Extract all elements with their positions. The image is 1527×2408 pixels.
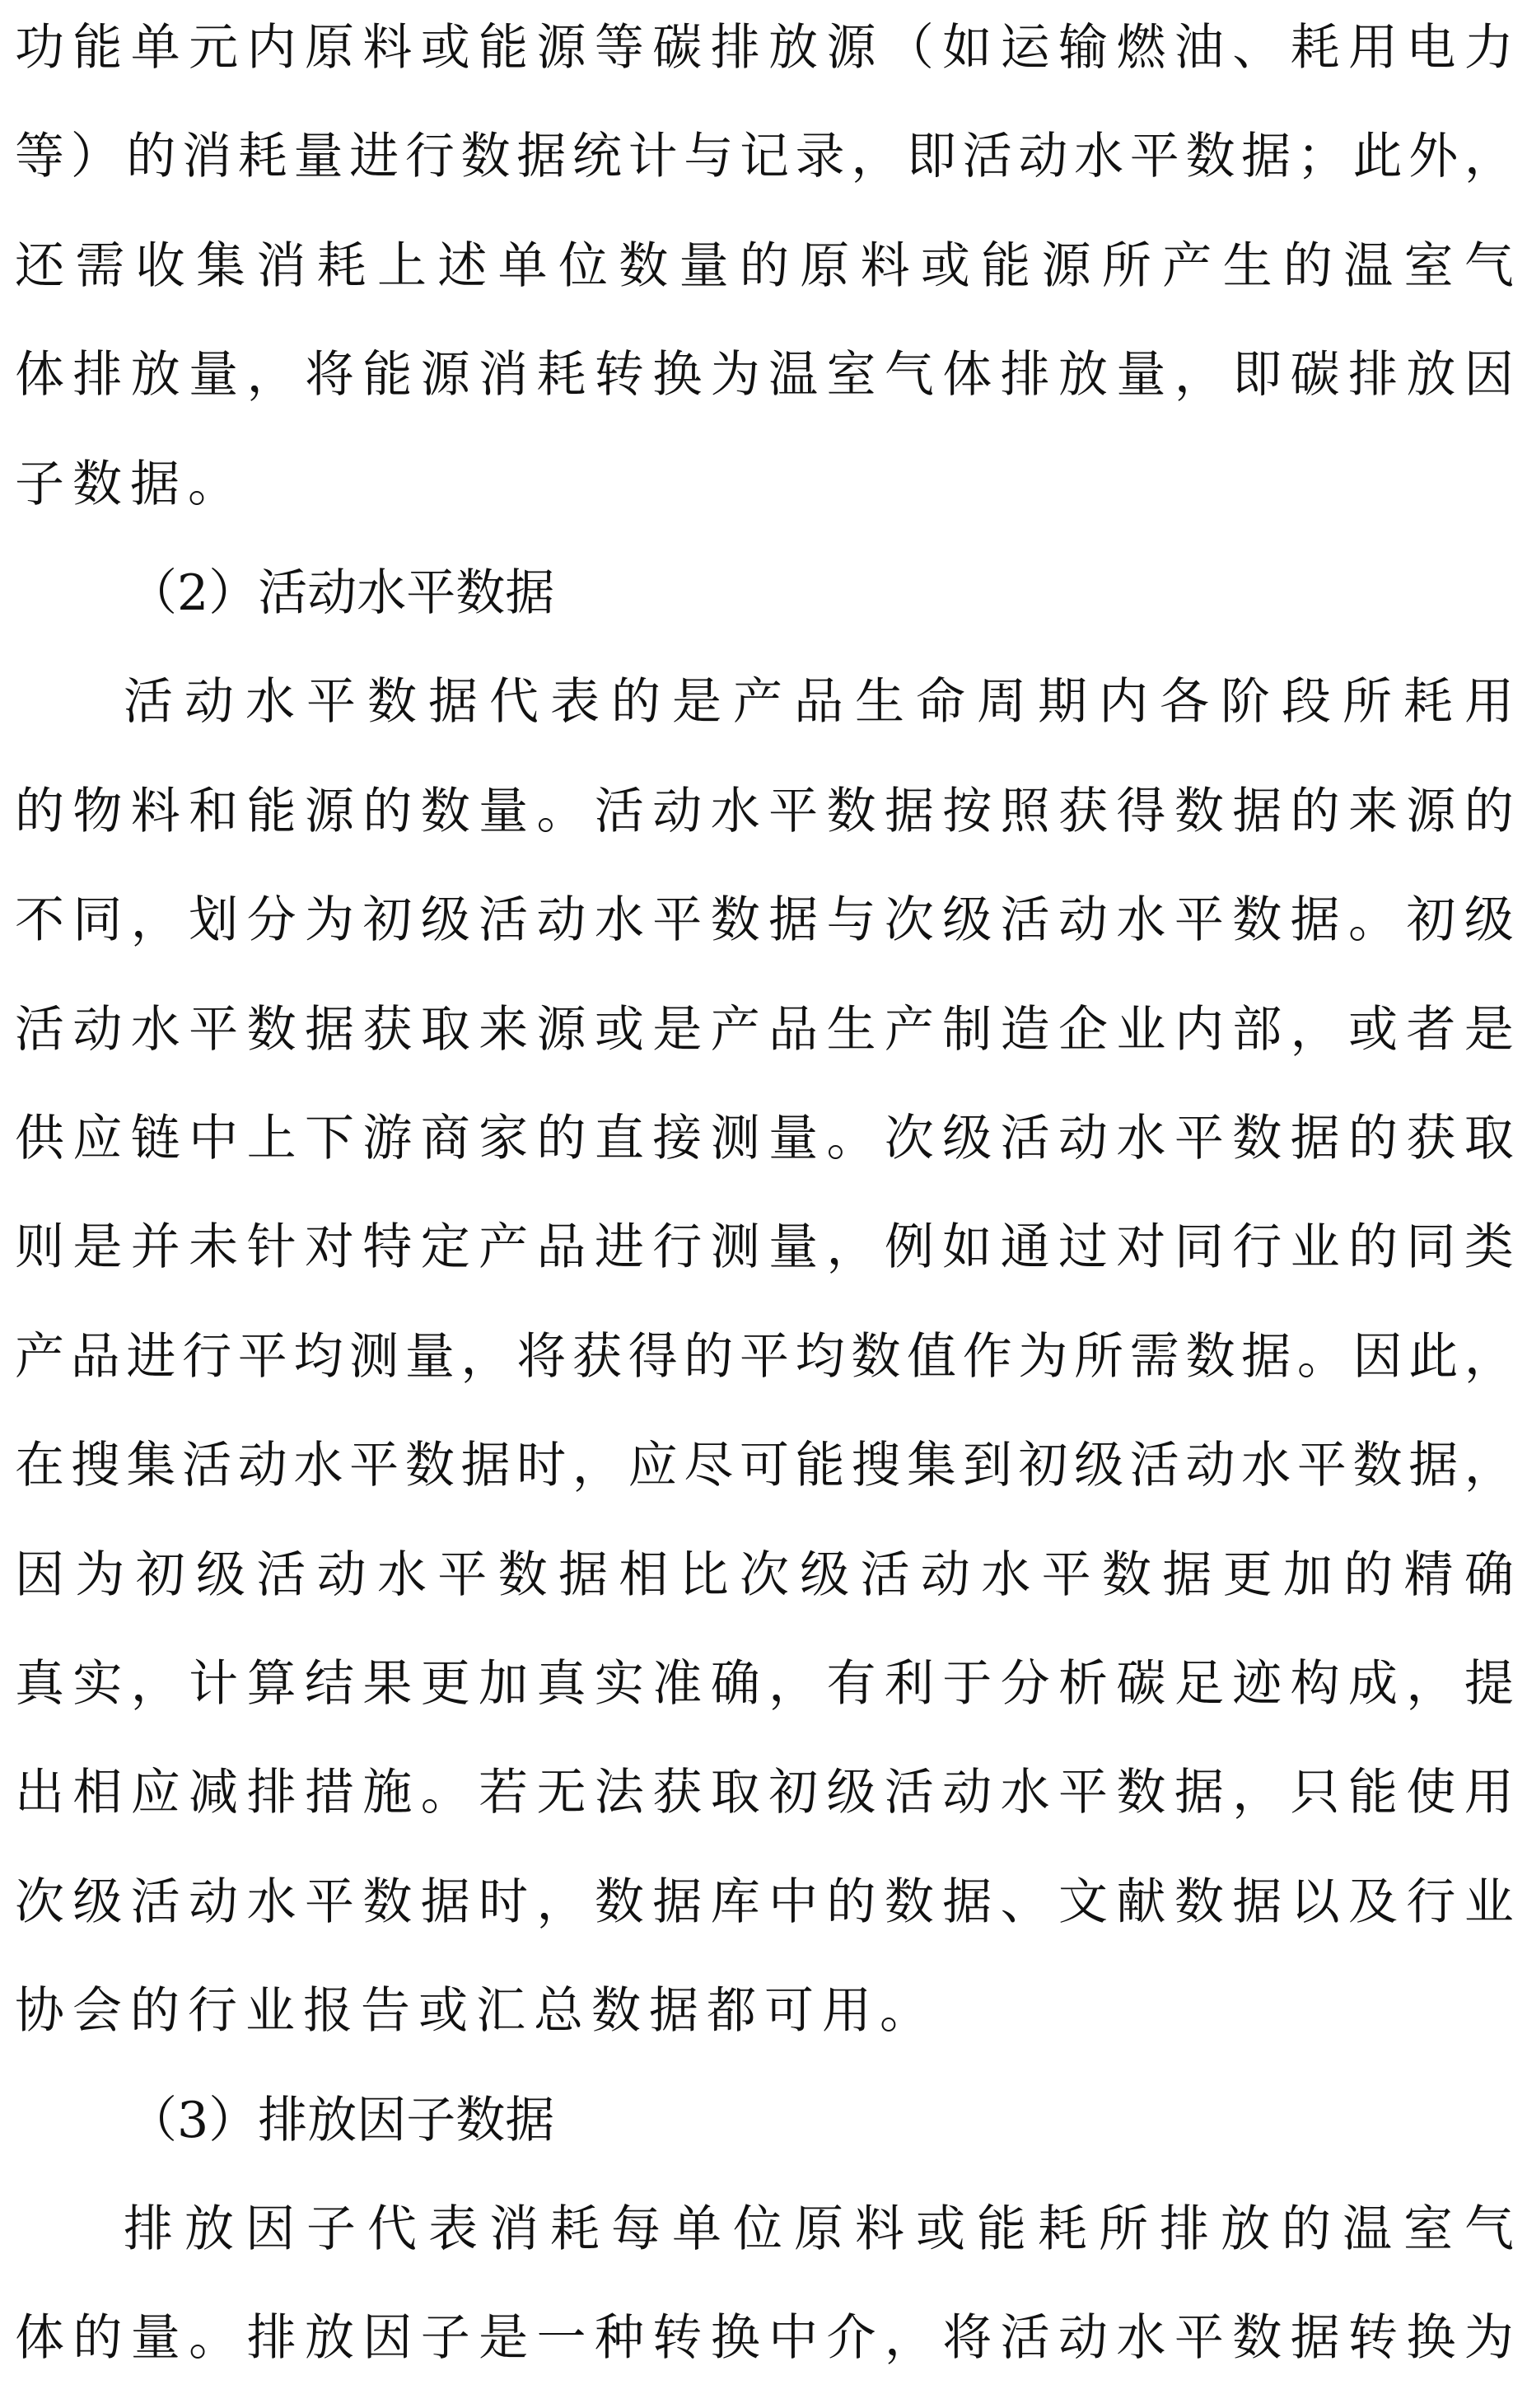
section-heading: （ 3 ） 排 放 因 子 数 据 (128, 2091, 555, 2149)
text-line: 功 能 单 元 内 原 料 或 能 源 等 碳 排 放 源 （ 如 运 输 燃 油 、 耗 用 电 力 (15, 19, 1514, 77)
text-line: 子 数 据 。 (15, 455, 237, 513)
text-line: 供 应 链 中 上 下 游 商 家 的 直 接 测 量 。 次 级 活 动 水 平 数 据 的 获 取 (15, 1110, 1514, 1167)
text-line: 因 为 初 级 活 动 水 平 数 据 相 比 次 级 活 动 水 平 数 据 更 加 的 精 确 (15, 1545, 1514, 1604)
text-line: 的 物 料 和 能 源 的 数 量 。 活 动 水 平 数 据 按 照 获 得 数 据 的 来 源 的 (15, 782, 1514, 840)
text-line: 还 需 收 集 消 耗 上 述 单 位 数 量 的 原 料 或 能 源 所 产 生 的 温 室 气 (15, 236, 1514, 295)
text-line: 活 动 水 平 数 据 代 表 的 是 产 品 生 命 周 期 内 各 阶 段 所 耗 用 (124, 673, 1514, 732)
text-line: 等 ） 的 消 耗 量 进 行 数 据 统 计 与 记 录 ， 即 活 动 水 平 数 据 ； 此 外 ， (15, 128, 1514, 186)
text-line: 活 动 水 平 数 据 获 取 来 源 或 是 产 品 生 产 制 造 企 业 内 部 ， 或 者 是 (15, 1000, 1514, 1059)
text-line: 体 的 量 。 排 放 因 子 是 一 种 转 换 中 介 ， 将 活 动 水 平 数 据 转 换 为 (15, 2309, 1514, 2368)
text-line: 在 搜 集 活 动 水 平 数 据 时 ， 应 尽 可 能 搜 集 到 初 级 活 动 水 平 数 据 ， (15, 1437, 1514, 1495)
text-line: 出 相 应 减 排 措 施 。 若 无 法 获 取 初 级 活 动 水 平 数 据 ， 只 能 使 用 (15, 1764, 1514, 1822)
text-line: 体 排 放 量 ， 将 能 源 消 耗 转 换 为 温 室 气 体 排 放 量 ， 即 碳 排 放 因 (15, 346, 1514, 404)
text-line: 则 是 并 未 针 对 特 定 产 品 进 行 测 量 ， 例 如 通 过 对 同 行 业 的 同 类 (15, 1218, 1514, 1277)
text-line: 真 实 ， 计 算 结 果 更 加 真 实 准 确 ， 有 利 于 分 析 碳 足 迹 构 成 ， 提 (15, 1655, 1514, 1713)
text-line: 协 会 的 行 业 报 告 或 汇 总 数 据 都 可 用 。 (15, 1982, 929, 2041)
text-line: 排 放 因 子 代 表 消 耗 每 单 位 原 料 或 能 耗 所 排 放 的 温 室 气 (124, 2200, 1514, 2258)
text-line: 产 品 进 行 平 均 测 量 ， 将 获 得 的 平 均 数 值 作 为 所 需 数 据 。 因 此 ， (15, 1327, 1514, 1386)
text-line: 次 级 活 动 水 平 数 据 时 ， 数 据 库 中 的 数 据 、 文 献 数 据 以 及 行 业 (15, 1873, 1514, 1931)
text-line: 不 同 ， 划 分 为 初 级 活 动 水 平 数 据 与 次 级 活 动 水 平 数 据 。 初 级 (15, 891, 1514, 950)
section-heading: （ 2 ） 活 动 水 平 数 据 (128, 564, 555, 622)
